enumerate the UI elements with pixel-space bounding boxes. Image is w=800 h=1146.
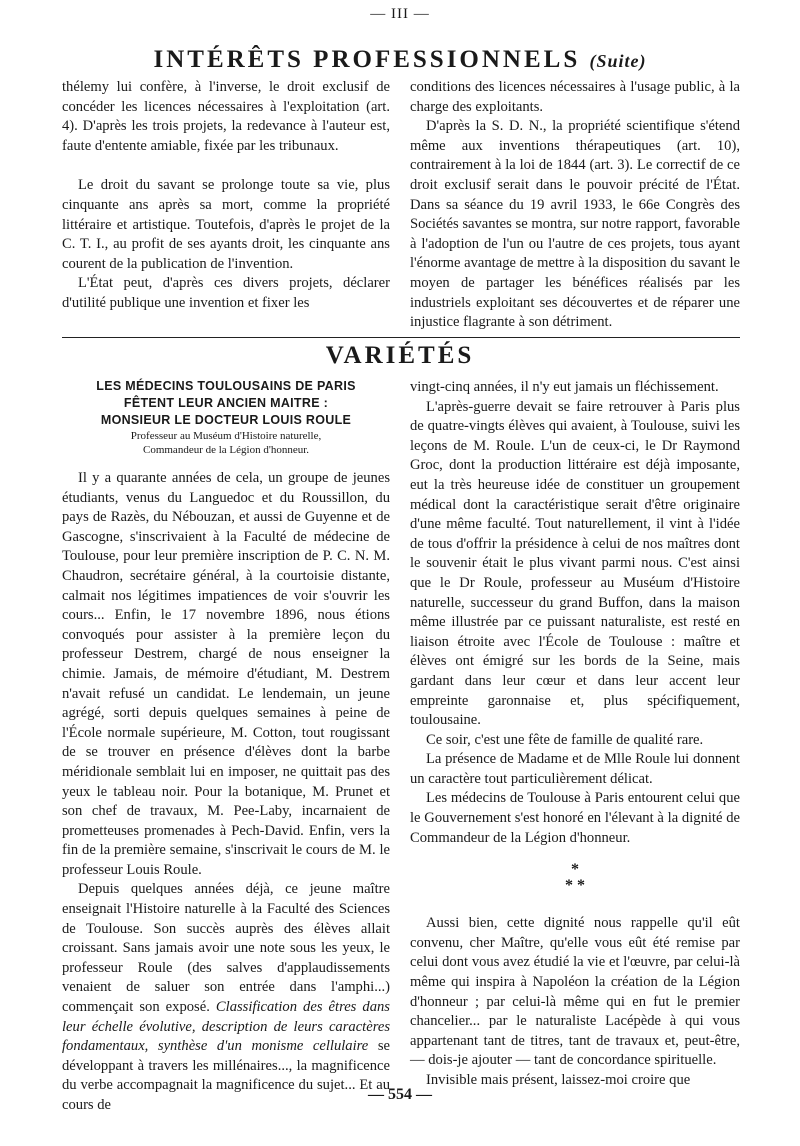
top-right-column: [410, 78, 740, 333]
top-right-paragraph: D'après la S. D. N., la propriété scientifique s'étend même aux inventions thérapeutiques (art. 10), contrairement à la loi de 1844 (art. 3). Le correctif de ce droit exclusif serait dans le pouvoir précité de l'État. Dans sa séance du 19 avril 1933, le 66e Congrès des Sociétés savantes se montra, sur notre rapport, favorable à l'adoption de l'un ou l'autre de ces projets, tous ayant l'énorme avantage de mettre à la disposition du savant le moyen de partager les bénéfices réalisés par les industriels exploitant ses découvertes et de réparer une injustice flagrante à son détriment.: [410, 118, 740, 331]
section-suite: (Suite): [589, 51, 647, 71]
article-paragraph: Il y a quarante années de cela, un groupe de jeunes étudiants, venus du Languedoc et du Roussillon, du pays de Razès, du Nébouzan, et aussi de Guyenne et de Gascogne, s'inscrivaient à la Faculté de médecine de Toulouse, pour leur première inscription de P. C. N. M. Chaudron, secrétaire général, à la courtoisie distante, calmait nos légitimes impatiences de voir s'ouvrir les cours... Enfin, le 17 novembre 1896, nous étions convoqués pour assister à la première leçon du professeur Destrem, chargé de nous enseigner la chimie. Jamais, de mémoire d'étudiant, M. Destrem n'avait refusé un candidat. Le lendemain, un jeune agrégé, sorti depuis quelques semaines à peine de l'École normale supérieure, M. Cotton, tout rougissant de se trouver en présence d'élèves dont la barbe méridionale semblait lui en imposer, ne quittait pas des yeux le tableau noir. Pour la botanique, M. Prunet et son chef de travaux, M. Pee-Laby, incarnaient de prometteuses promenades à Pech-David. Enfin, vers la fin de la première semaine, s'inscrivait le cours de M. le professeur Louis Roule.: [62, 470, 390, 878]
top-left-paragraph: L'État peut, d'après ces divers projets, déclarer d'utilité publique une invention et fixer les: [62, 275, 390, 311]
paragraph-italic-text: Classification des êtres dans leur échelle évolutive, description de leurs caractères fondamentaux, synthèse d'un monisme cellulaire: [62, 999, 390, 1055]
top-left-column: [62, 78, 390, 314]
article-paragraph: La présence de Madame et de Mlle Roule lui donnent un caractère tout particulièrement délicat.: [410, 751, 740, 787]
headline-line: LES MÉDECINS TOULOUSAINS DE PARIS: [96, 379, 356, 393]
article-paragraph: Ce soir, c'est une fête de famille de qualité rare.: [426, 731, 704, 748]
asterism-separator: [410, 862, 740, 894]
paragraph-text: Depuis quelques années déjà, ce jeune maître enseignait l'Histoire naturelle à la Faculté des Sciences de Toulouse. Son succès auprès des élèves allait croissant. Sans jamais avoir une note sous les yeux, le professeur Roule (des salves d'applaudissements venaient de saluer son entrée dans l'amphi...) commençait son exposé.: [62, 881, 390, 1016]
asterism-top: *: [571, 861, 579, 879]
article-right-column: [410, 378, 740, 1091]
article-left-column: [62, 378, 390, 1116]
varietes-title: [0, 342, 800, 370]
headline-line: FÊTENT LEUR ANCIEN MAITRE :: [123, 396, 329, 410]
article-paragraph: Les médecins de Toulouse à Paris entourent celui que le Gouvernement s'est honoré en l'élevant à la dignité de Commandeur de la Légion d'honneur.: [410, 790, 740, 846]
article-paragraph: L'après-guerre devait se faire retrouver à Paris plus de quatre-vingts élèves qui avaient, à Toulouse, suivi les leçons de M. Roule. L'un de ceux-ci, le Dr Raymond Groc, dont la production littéraire est déjà imposante, eut la très heureuse idée de constituer un groupement médical dont la caractéristique serait d'être originaire d'une même faculté. Tout naturellement, il vint à l'idée de tous d'offrir la présidence à celui de nos maîtres dont le souvenir était le plus vivant parmi nous. C'est ainsi que le Dr Roule, professeur au Muséum d'Histoire naturelle, successeur du grand Buffon, dans la maison même illustrée par ce puissant naturaliste, est resté en liaison étroite avec l'École de Toulouse : maître et élèves ont émigré sur les bords de la Seine, mais gardant dans leur cœur et dans leur accent leur empreinte garonnaise et, plus spécifiquement, toulousaine.: [410, 398, 740, 729]
section-title-text: INTÉRÊTS PROFESSIONNELS: [153, 46, 581, 73]
article-paragraph: Aussi bien, cette dignité nous rappelle qu'il eût convenu, cher Maître, qu'elle vous eût été remise par celui dont vous avez étudié la vie et l'œuvre, par celui-là même qui inspira à Napoléon la création de la Légion d'honneur ; par celui-là même qui en fut le premier chancelier... par le naturaliste Lacépède à qui vous appartenant tant de titres, tant de travaux et, peut-être, — dois-je ajouter — tant de concordance spirituelle.: [410, 915, 740, 1069]
page-roman-numeral: — III —: [370, 6, 430, 22]
subtitle-line: Commandeur de la Légion d'honneur.: [142, 444, 310, 456]
article-paragraph: Invisible mais présent, laissez-moi croire que: [426, 1072, 691, 1088]
headline-line: MONSIEUR LE DOCTEUR LOUIS ROULE: [100, 413, 352, 427]
subtitle-line: Professeur au Muséum d'Histoire naturelle,: [130, 430, 322, 442]
paragraph-text: se développant à travers les millénaires..., la magnificence du verbe accompagnait la magnificence du sujet... Et au cours de: [62, 1038, 390, 1113]
page-number: — 554 —: [368, 1086, 432, 1103]
section-title: [0, 46, 800, 74]
top-right-paragraph: conditions des licences nécessaires à l'usage public, à la charge des exploitants.: [410, 79, 740, 115]
article-subtitle: [62, 429, 390, 457]
article-paragraph: [62, 880, 390, 1115]
asterism-bottom: * *: [565, 877, 585, 895]
top-left-paragraph: thélemy lui confère, à l'inverse, le droit exclusif de concéder les licences nécessaires à l'exploitation (art. 4). D'après les trois projets, la redevance à l'auteur est, faute d'entente amiable, fixée par les tribunaux.: [62, 79, 390, 154]
article-paragraph: vingt-cinq années, il n'y eut jamais un fléchissement.: [410, 379, 719, 395]
section-divider: [62, 337, 740, 338]
top-left-paragraph: Le droit du savant se prolonge toute sa vie, plus cinquante ans après sa mort, comme la propriété littéraire et artistique. Toutefois, d'après le projet de la C. T. I., au profit de ses ayants droit, les cinquante ans courent de la publication de l'invention.: [62, 177, 390, 272]
article-headline: [62, 378, 390, 429]
varietes-title-text: VARIÉTÉS: [325, 342, 475, 369]
